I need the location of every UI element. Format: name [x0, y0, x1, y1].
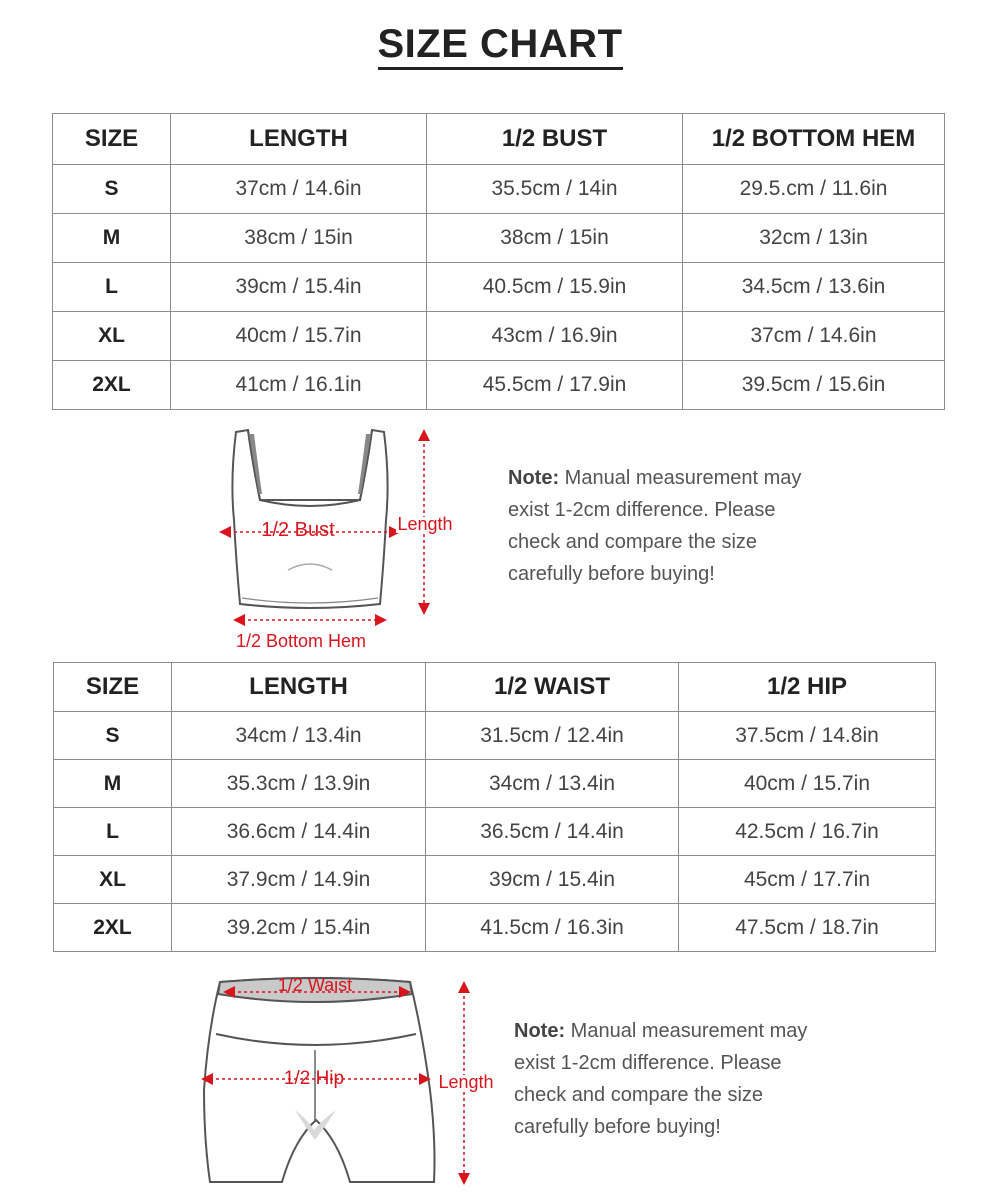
page-title-text: SIZE CHART	[378, 22, 623, 70]
table-row	[54, 904, 936, 952]
table-cell: 40cm / 15.7in	[171, 312, 427, 361]
size-cell: M	[53, 214, 171, 263]
table-cell: 37.5cm / 14.8in	[679, 712, 936, 760]
top-note	[508, 462, 828, 590]
page-title	[0, 22, 1000, 67]
table-header-row	[53, 114, 945, 165]
table-cell: 39cm / 15.4in	[426, 856, 679, 904]
table-cell: 42.5cm / 16.7in	[679, 808, 936, 856]
header-cell: SIZE	[54, 663, 172, 712]
table-cell: 43cm / 16.9in	[427, 312, 683, 361]
table-cell: 40.5cm / 15.9in	[427, 263, 683, 312]
table-cell: 35.5cm / 14in	[427, 165, 683, 214]
table-cell: 47.5cm / 18.7in	[679, 904, 936, 952]
note-text: Manual measurement may exist 1-2cm difference. Please check and compare the size carefully before buying!	[508, 467, 802, 585]
size-cell: S	[53, 165, 171, 214]
size-cell: 2XL	[53, 361, 171, 410]
header-cell: LENGTH	[172, 663, 426, 712]
bust-label: 1/2 Bust	[261, 519, 335, 541]
note-label: Note:	[514, 1020, 566, 1042]
table-row	[53, 165, 945, 214]
table-cell: 37cm / 14.6in	[683, 312, 945, 361]
table-cell: 29.5.cm / 11.6in	[683, 165, 945, 214]
length-label: Length	[438, 1072, 494, 1092]
table-cell: 35.3cm / 13.9in	[172, 760, 426, 808]
crop-top-diagram	[200, 420, 480, 660]
table-row	[53, 263, 945, 312]
length-label: Length	[397, 514, 453, 534]
table-row	[53, 312, 945, 361]
size-cell: S	[54, 712, 172, 760]
hem-label: 1/2 Bottom Hem	[235, 631, 367, 651]
size-cell: XL	[54, 856, 172, 904]
note-text: Manual measurement may exist 1-2cm difference. Please check and compare the size carefully before buying!	[514, 1020, 808, 1138]
table-cell: 45cm / 17.7in	[679, 856, 936, 904]
table-row	[54, 760, 936, 808]
size-cell: XL	[53, 312, 171, 361]
size-cell: 2XL	[54, 904, 172, 952]
table-cell: 34.5cm / 13.6in	[683, 263, 945, 312]
table-row	[54, 856, 936, 904]
table-cell: 38cm / 15in	[427, 214, 683, 263]
table-header-row	[54, 663, 936, 712]
header-cell: 1/2 BUST	[427, 114, 683, 165]
table-cell: 31.5cm / 12.4in	[426, 712, 679, 760]
shorts-diagram	[190, 970, 500, 1192]
header-cell: SIZE	[53, 114, 171, 165]
header-cell: 1/2 HIP	[679, 663, 936, 712]
note-label: Note:	[508, 467, 560, 489]
table-cell: 36.6cm / 14.4in	[172, 808, 426, 856]
waist-label: 1/2 Waist	[277, 975, 353, 995]
table-cell: 34cm / 13.4in	[426, 760, 679, 808]
table-cell: 39.2cm / 15.4in	[172, 904, 426, 952]
top-size-table	[52, 113, 945, 410]
bottom-note	[514, 1015, 834, 1143]
header-cell: 1/2 BOTTOM HEM	[683, 114, 945, 165]
table-row	[54, 712, 936, 760]
size-cell: M	[54, 760, 172, 808]
table-cell: 40cm / 15.7in	[679, 760, 936, 808]
header-cell: LENGTH	[171, 114, 427, 165]
table-row	[54, 808, 936, 856]
bottom-size-table	[53, 662, 936, 952]
table-cell: 36.5cm / 14.4in	[426, 808, 679, 856]
header-cell: 1/2 WAIST	[426, 663, 679, 712]
table-cell: 37cm / 14.6in	[171, 165, 427, 214]
hip-label: 1/2 Hip	[283, 1068, 345, 1089]
table-cell: 39cm / 15.4in	[171, 263, 427, 312]
table-cell: 32cm / 13in	[683, 214, 945, 263]
table-cell: 39.5cm / 15.6in	[683, 361, 945, 410]
table-cell: 38cm / 15in	[171, 214, 427, 263]
table-cell: 37.9cm / 14.9in	[172, 856, 426, 904]
table-row	[53, 361, 945, 410]
table-cell: 34cm / 13.4in	[172, 712, 426, 760]
table-cell: 41cm / 16.1in	[171, 361, 427, 410]
size-cell: L	[53, 263, 171, 312]
strap-shadow	[249, 434, 371, 494]
table-row	[53, 214, 945, 263]
table-cell: 45.5cm / 17.9in	[427, 361, 683, 410]
size-cell: L	[54, 808, 172, 856]
table-cell: 41.5cm / 16.3in	[426, 904, 679, 952]
